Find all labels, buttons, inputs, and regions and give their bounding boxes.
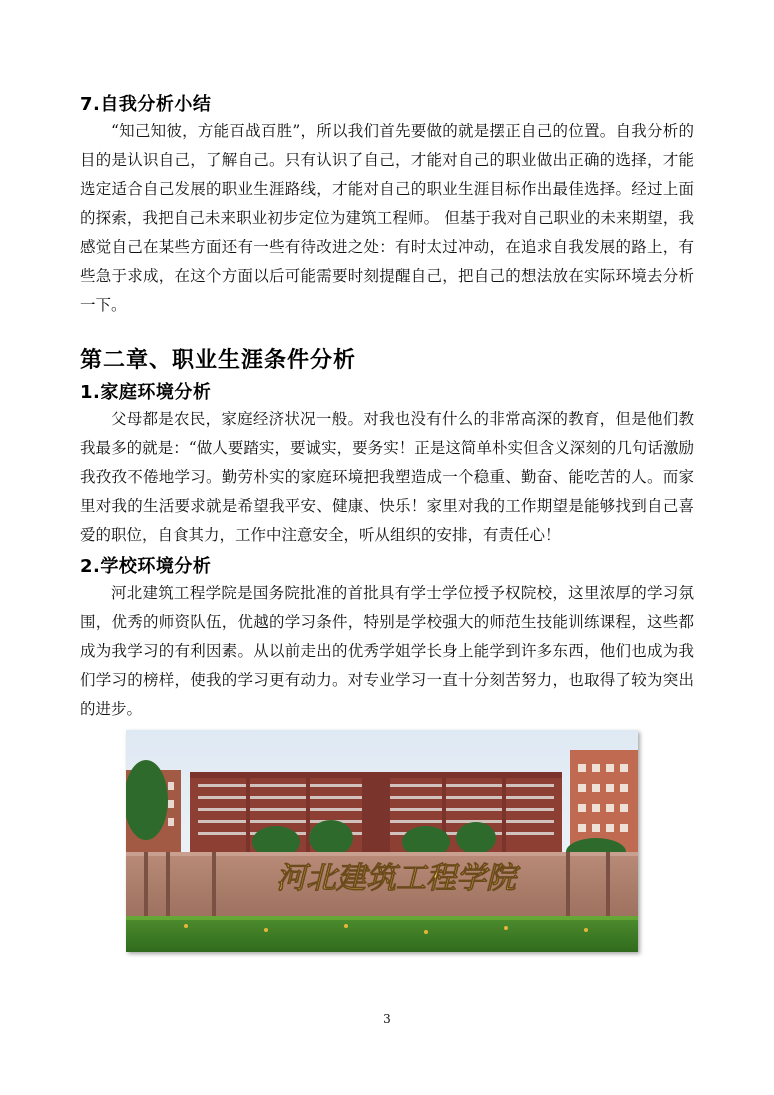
paragraph-school: 河北建筑工程学院是国务院批准的首批具有学士学位授予权院校，这里浓厚的学习氛围，优秀的师资队伍，优越的学习条件，特别是学校强大的师范生技能训练课程，这些都成为我学习的有利因素。从以前走出的优秀学姐学长身上能学到许多东西，他们也成为我们学习的榜样，使我的学习更有动力。对专业学习一直十分刻苦努力，也取得了较为突出的进步。 [80, 584, 694, 718]
gate-sign-text: 河北建筑工程学院 [276, 861, 516, 896]
section-heading-self-analysis: 7.自我分析小结 [80, 94, 212, 115]
section-heading-family: 1.家庭环境分析 [80, 382, 212, 403]
chapter-title: 第二章、职业生涯条件分析 [80, 348, 357, 373]
page-number: 3 [383, 1012, 391, 1026]
campus-gate-photo [126, 730, 638, 952]
paragraph-family: 父母都是农民，家庭经济状况一般。对我也没有什么的非常高深的教育，但是他们教我最多的就是：“做人要踏实，要诚实，要务实！正是这简单朴实但含义深刻的几句话激励我孜孜不倦地学习。勤劳朴实的家庭环境把我塑造成一个稳重、勤奋、能吃苦的人。而家里对我的生活要求就是希望我平安、健康、快乐！家里对我的工作期望是能够找到自己喜爱的职位，自食其力，工作中注意安全，听从组织的安排，有责任心！ [80, 410, 694, 544]
section-heading-school: 2.学校环境分析 [80, 556, 212, 577]
paragraph-self-analysis: “知己知彼，方能百战百胜”，所以我们首先要做的就是摆正自己的位置。自我分析的目的是认识自己，了解自己。只有认识了自己，才能对自己的职业做出正确的选择，才能选定适合自己发展的职业生涯路线，才能对自己的职业生涯目标作出最佳选择。经过上面的探索，我把自己未来职业初步定位为建筑工程师。 但基于我对自己职业的未来期望，我感觉自己在某些方面还有一些有待改进之处：有时太过冲动，在追求自我发展的路上，有些急于求成，在这个方面以后可能需要时刻提醒自己，把自己的想法放在实际环境去分析一下。 [80, 122, 694, 314]
